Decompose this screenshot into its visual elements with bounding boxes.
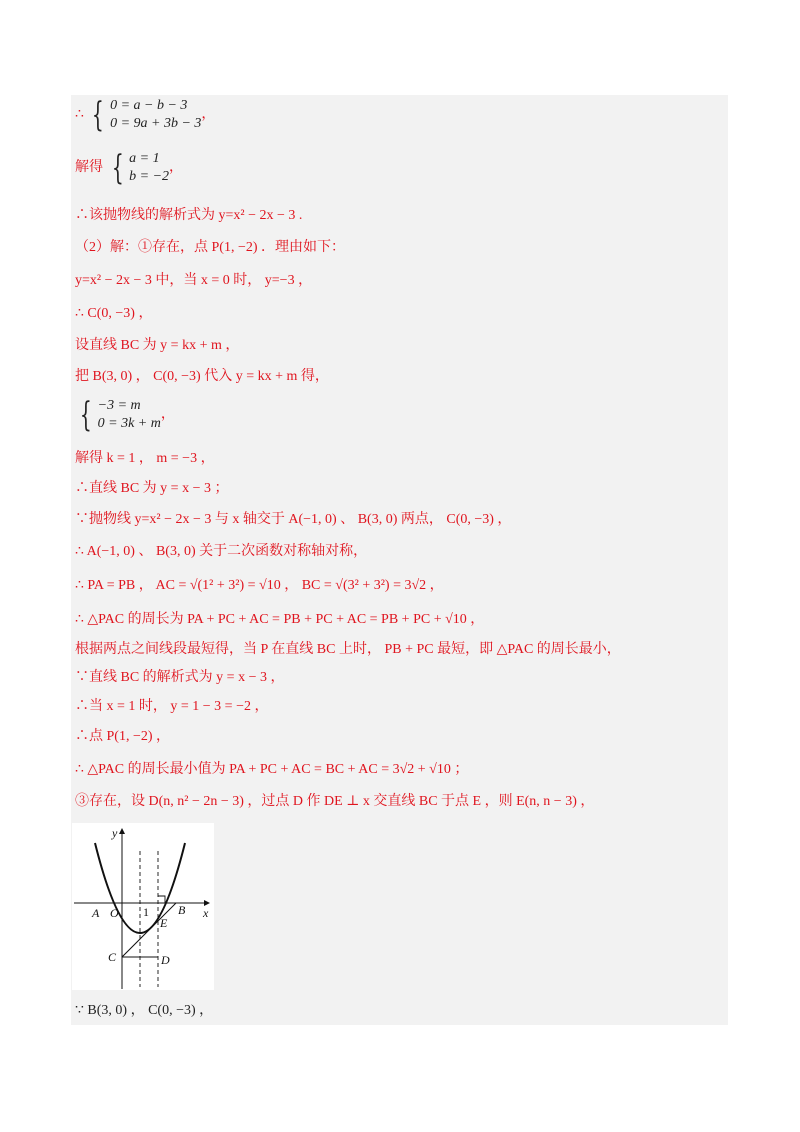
label-D: D <box>161 953 170 967</box>
text-line: ∴该抛物线的解析式为 y=x² − 2x − 3 . <box>75 208 303 223</box>
label-B: B <box>178 903 186 917</box>
text-line: 解得 k = 1 ， m = −3 ， <box>75 451 215 466</box>
line-system-1: ∴ { 0 = a − b − 3 0 = 9a + 3b − 3 ， <box>75 95 216 135</box>
text-line: ∵直线 BC 的解析式为 y = x − 3 ， <box>75 670 285 685</box>
line-BC <box>122 903 176 957</box>
label-1: 1 <box>143 905 149 919</box>
line-system-2: 解得 { a = 1 b = −2 ， <box>75 148 184 188</box>
text-line: （2）解：①存在，点 P(1, −2) ．理由如下： <box>75 240 346 255</box>
equation-row: 0 = 9a + 3b − 3 <box>110 116 202 131</box>
label-y: y <box>112 826 118 840</box>
text-line: ∴ C(0, −3) ， <box>75 306 153 321</box>
equation-row: −3 = m <box>97 398 141 413</box>
text-line: 设直线 BC 为 y = kx + m ， <box>75 338 240 353</box>
parabola-figure <box>72 823 214 990</box>
label-x: x <box>203 906 209 920</box>
text-line: y=x² − 2x − 3 中，当 x = 0 时， y=−3 ， <box>75 273 313 288</box>
equation-row: a = 1 <box>129 151 160 166</box>
text-line: ∴ PA = PB ， AC = √(1² + 3²) = √10 ， BC = √(3² + 3²) = 3√2 ， <box>75 578 444 593</box>
equation-row: 0 = 3k + m <box>97 416 161 431</box>
text-line: ∵ B(3, 0) ， C(0, −3) ， <box>75 1003 214 1018</box>
text-line: 根据两点之间线段最短得，当 P 在直线 BC 上时， PB + PC 最短，即 △PAC 的周长最小， <box>75 642 621 657</box>
equation-row: b = −2 <box>129 169 170 184</box>
text-line: ∴直线 BC 为 y = x − 3 ； <box>75 481 229 496</box>
therefore-symbol: ∴ <box>75 107 84 123</box>
text-line: ∴ △PAC 的周长为 PA + PC + AC = PB + PC + AC = PB + PC + √10 ， <box>75 612 485 627</box>
right-angle-mark <box>158 896 165 903</box>
solve-label: 解得 <box>75 160 103 176</box>
text-line: ③存在，设 D(n, n² − 2n − 3) ，过点 D 作 DE ⊥ x 交直线 BC 于点 E ，则 E(n, n − 3) ， <box>75 794 595 809</box>
equation-row: 0 = a − b − 3 <box>110 98 188 113</box>
text-line: ∴当 x = 1 时， y = 1 − 3 = −2 ， <box>75 699 269 714</box>
text-line: 把 B(3, 0) ， C(0, −3) 代入 y = kx + m 得， <box>75 369 329 384</box>
line-system-3: { −3 = m 0 = 3k + m ， <box>79 395 175 435</box>
label-E: E <box>160 916 168 930</box>
text-line: ∴ △PAC 的周长最小值为 PA + PC + AC = BC + AC = 3√2 + √10 ； <box>75 762 469 777</box>
label-O: O <box>110 906 119 920</box>
text-line: ∴ A(−1, 0) 、 B(3, 0) 关于二次函数对称轴对称， <box>75 544 368 559</box>
label-C: C <box>108 950 117 964</box>
label-A: A <box>92 906 100 920</box>
text-line: ∵抛物线 y=x² − 2x − 3 与 x 轴交于 A(−1, 0) 、 B(3, 0) 两点， C(0, −3) ， <box>75 512 512 527</box>
text-line: ∴点 P(1, −2) ， <box>75 729 171 744</box>
